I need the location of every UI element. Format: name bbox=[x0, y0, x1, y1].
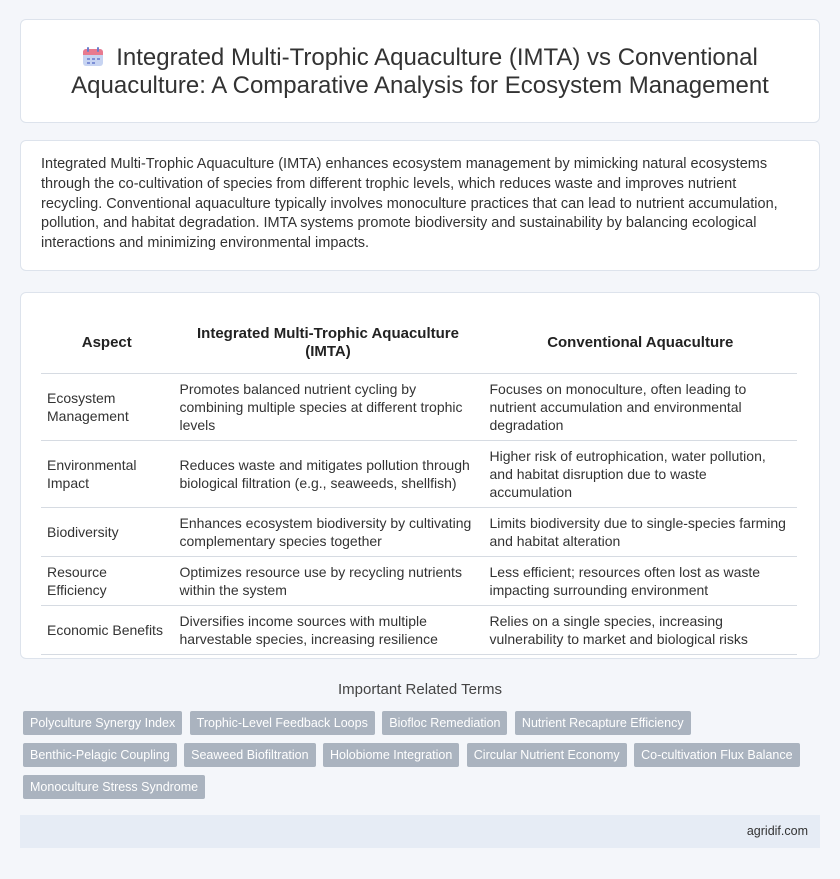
conventional-cell: Higher risk of eutrophication, water pollution, and habitat disruption due to waste accumulation bbox=[483, 440, 797, 507]
conventional-cell: Relies on a single species, increasing vulnerability to market and biological risks bbox=[483, 605, 797, 654]
table-row bbox=[41, 507, 797, 556]
table-row bbox=[41, 373, 797, 440]
conventional-cell: Focuses on monoculture, often leading to nutrient accumulation and environmental degradation bbox=[483, 373, 797, 440]
table-row bbox=[41, 440, 797, 507]
comparison-table bbox=[41, 311, 797, 655]
aspect-cell: Ecosystem Management bbox=[41, 373, 173, 440]
related-term-tag[interactable]: Seaweed Biofiltration bbox=[184, 743, 315, 767]
related-term-tag[interactable]: Circular Nutrient Economy bbox=[467, 743, 627, 767]
conventional-cell: Limits biodiversity due to single-species farming and habitat alteration bbox=[483, 507, 797, 556]
imta-cell: Enhances ecosystem biodiversity by cultivating complementary species together bbox=[173, 507, 483, 556]
aspect-cell: Economic Benefits bbox=[41, 605, 173, 654]
header-aspect: Aspect bbox=[41, 311, 173, 373]
intro-card bbox=[20, 140, 820, 271]
related-terms-list bbox=[23, 711, 823, 807]
imta-cell: Diversifies income sources with multiple harvestable species, increasing resilience bbox=[173, 605, 483, 654]
comparison-table-card bbox=[20, 292, 820, 659]
related-term-tag[interactable]: Monoculture Stress Syndrome bbox=[23, 775, 205, 799]
related-term-tag[interactable]: Polyculture Synergy Index bbox=[23, 711, 182, 735]
conventional-cell: Less efficient; resources often lost as waste impacting surrounding environment bbox=[483, 556, 797, 605]
imta-cell: Promotes balanced nutrient cycling by combining multiple species at different trophic levels bbox=[173, 373, 483, 440]
title-card bbox=[20, 19, 820, 123]
table-row bbox=[41, 556, 797, 605]
related-terms-heading: Important Related Terms bbox=[338, 681, 502, 698]
page-title bbox=[21, 44, 819, 100]
related-term-tag[interactable]: Holobiome Integration bbox=[323, 743, 459, 767]
related-term-tag[interactable]: Biofloc Remediation bbox=[382, 711, 507, 735]
page-title-text: Integrated Multi-Trophic Aquaculture (IMTA) vs Conventional Aquaculture: A Comparative Analysis for Ecosystem Management bbox=[71, 44, 769, 99]
aspect-cell: Environmental Impact bbox=[41, 440, 173, 507]
header-conventional: Conventional Aquaculture bbox=[483, 311, 797, 373]
imta-cell: Reduces waste and mitigates pollution through biological filtration (e.g., seaweeds, shellfish) bbox=[173, 440, 483, 507]
related-term-tag[interactable]: Benthic-Pelagic Coupling bbox=[23, 743, 177, 767]
imta-cell: Optimizes resource use by recycling nutrients within the system bbox=[173, 556, 483, 605]
aspect-cell: Biodiversity bbox=[41, 507, 173, 556]
related-term-tag[interactable]: Co-cultivation Flux Balance bbox=[634, 743, 799, 767]
header-imta: Integrated Multi-Trophic Aquaculture (IMTA) bbox=[173, 311, 483, 373]
aspect-cell: Resource Efficiency bbox=[41, 556, 173, 605]
related-term-tag[interactable]: Trophic-Level Feedback Loops bbox=[190, 711, 375, 735]
footer bbox=[20, 815, 820, 848]
table-row bbox=[41, 605, 797, 654]
related-term-tag[interactable]: Nutrient Recapture Efficiency bbox=[515, 711, 691, 735]
table-header-row bbox=[41, 311, 797, 373]
footer-site-link[interactable]: agridif.com bbox=[746, 824, 808, 838]
calendar-icon bbox=[82, 46, 104, 66]
intro-paragraph: Integrated Multi-Trophic Aquaculture (IMTA) enhances ecosystem management by mimicking natural ecosystems through the co-cultivation of species from different trophic levels, which reduces waste and improves nutrient recycling. Conventional aquaculture typically involves monoculture practices that can lead to nutrient accumulation, pollution, and habitat degradation. IMTA systems promote biodiversity and sustainability by balancing ecological interactions and minimizing environmental impacts. bbox=[41, 156, 778, 252]
